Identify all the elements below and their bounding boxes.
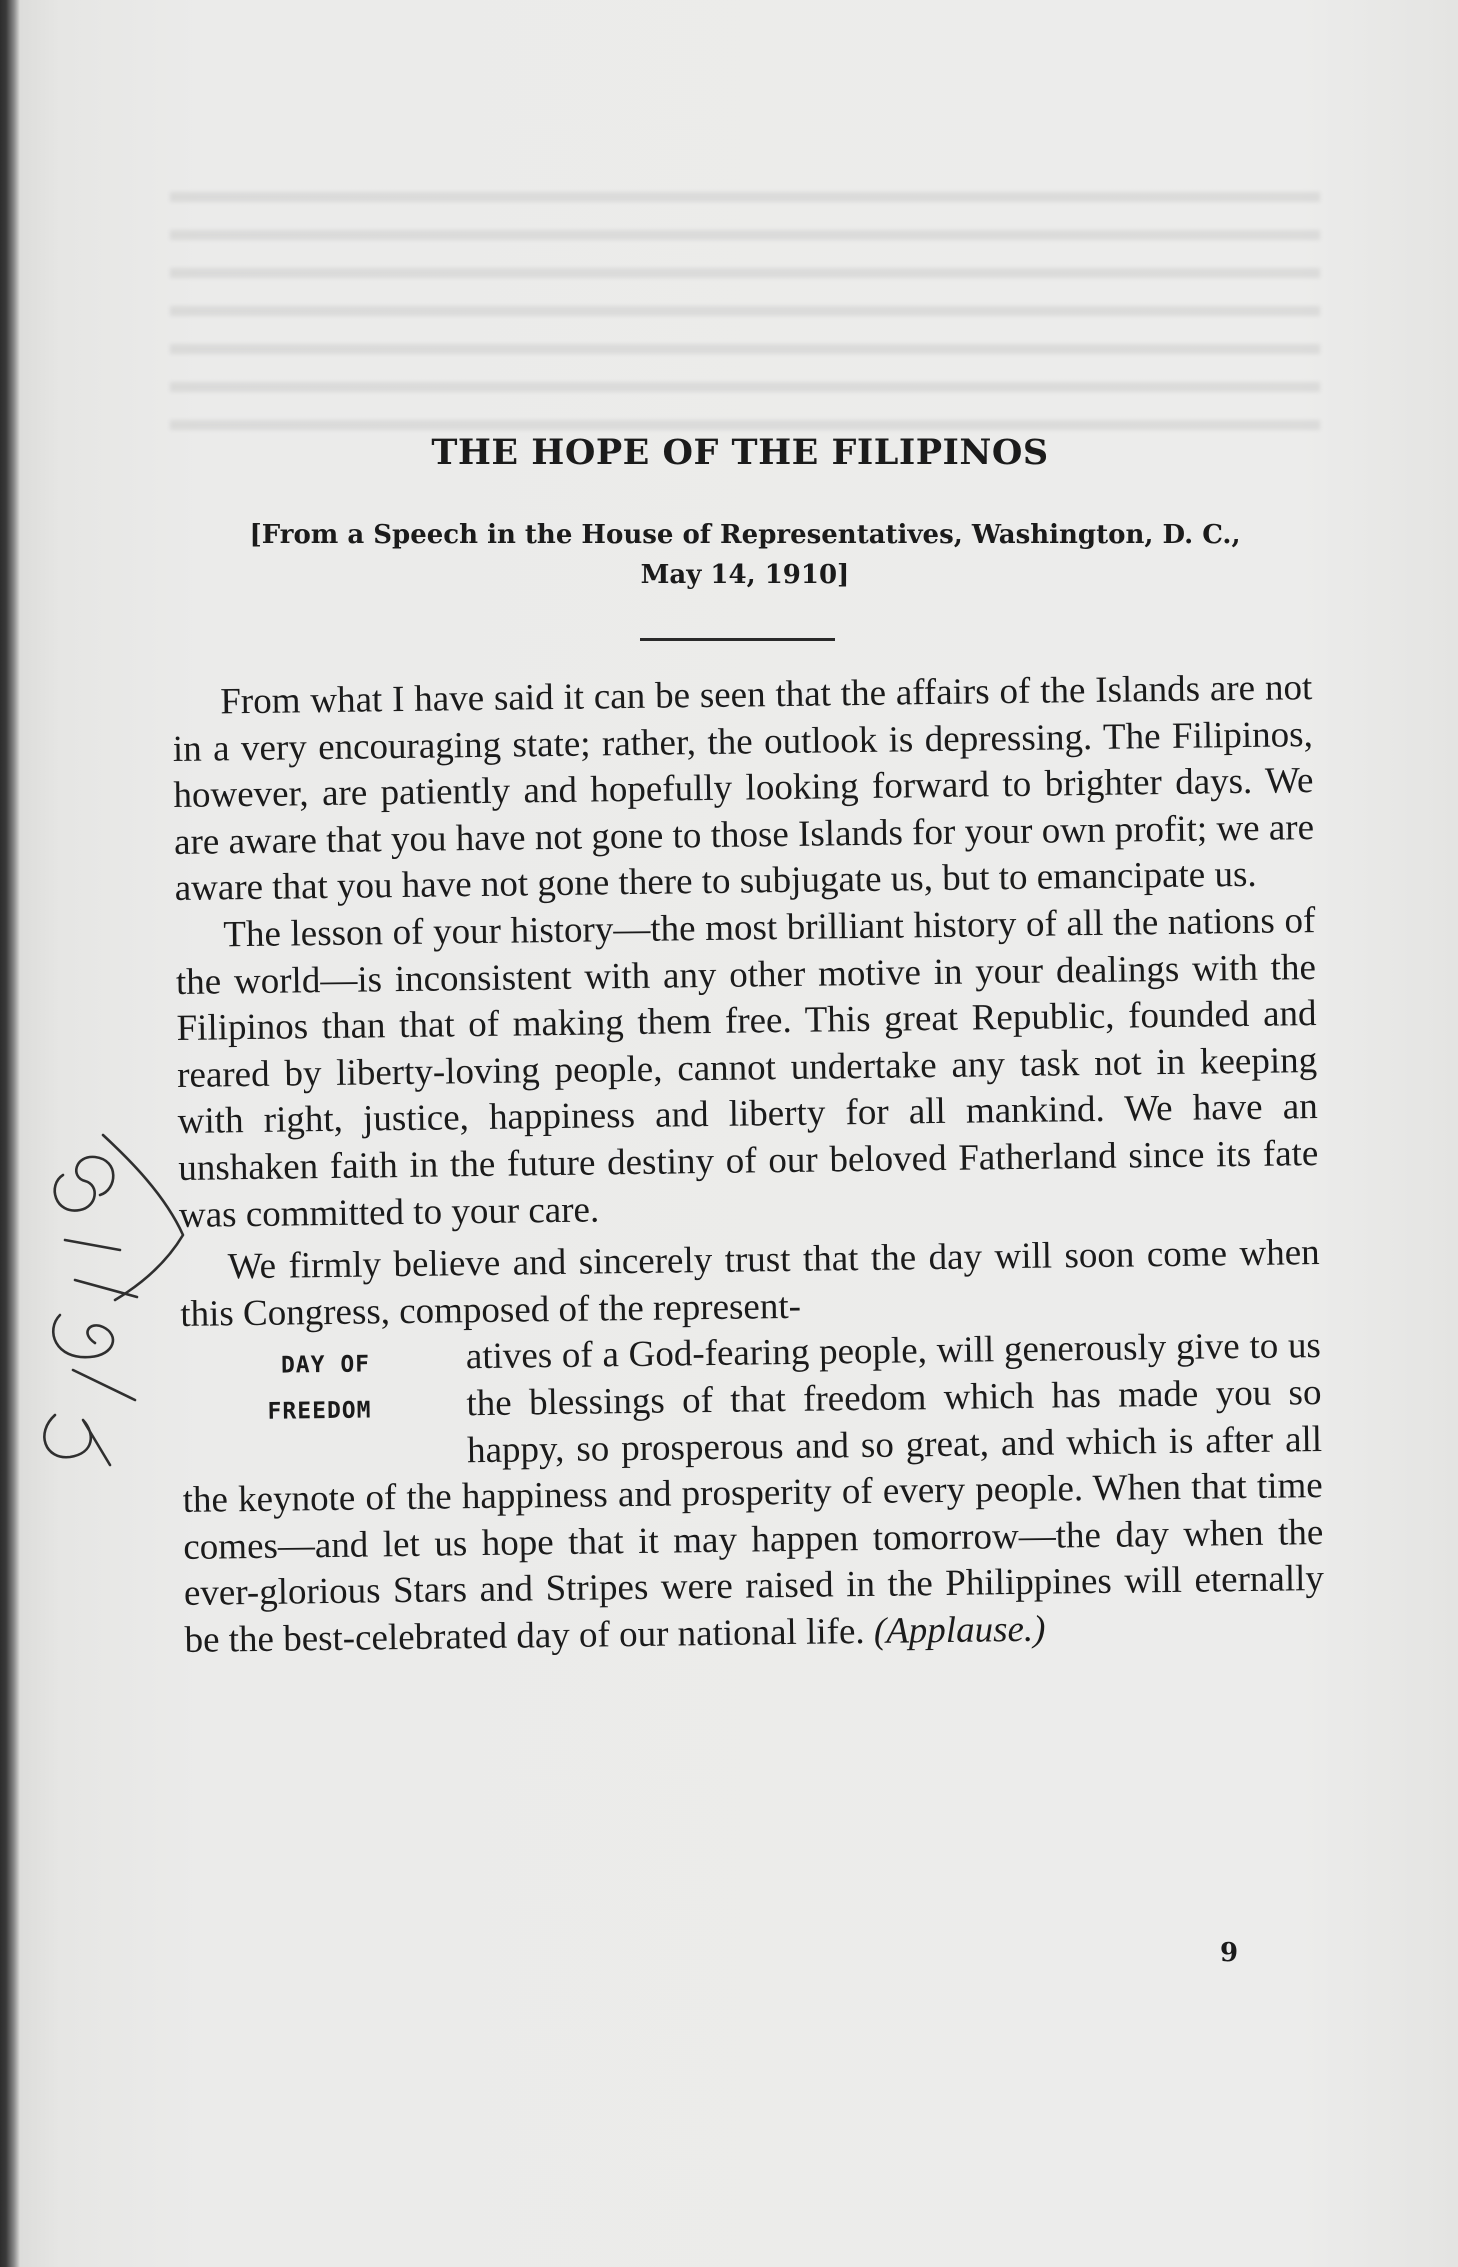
margin-note-line-2: FREEDOM xyxy=(267,1397,372,1426)
margin-note-day-of-freedom xyxy=(181,1341,467,1441)
title-divider-rule xyxy=(640,638,835,641)
source-line-2: May 14, 1910] xyxy=(640,560,850,590)
paragraph-3-continuation xyxy=(181,1323,1325,1664)
margin-note-line-1: DAY OF xyxy=(280,1351,371,1379)
paragraph-1: From what I have said it can be seen that the affairs of the Islands are not in a very encouraging state; rather, the outlook is depressing. The Filipinos, however, are patiently and hopefully looking forward to brighter days. We are aware that you have not gone to those Islands for your own profit; we are aware that you have not gone there to subjugate us, but to emancipate us. xyxy=(172,667,1315,910)
source-line-1: [From a Speech in the House of Representatives, Washington, D. C., xyxy=(249,520,1241,550)
book-binding-edge xyxy=(0,0,20,2267)
page-number: 9 xyxy=(1220,1938,1239,1968)
reverse-side-bleed-through xyxy=(170,170,1320,430)
applause-note: (Applause.) xyxy=(873,1608,1046,1652)
paragraph-3-rest: atives of a God-fearing people, will generously give to us the blessings of that freedom which has made you so happy, so prosperous and so great, and which is after all the keynote of the happiness and prosperity of every people. When that time comes—and let us hope that it may happen tomorrow—the day when the ever-glorious Stars and Stripes were raised in the Philippines will eternally be the best-celebrated day of our national life. xyxy=(182,1325,1325,1661)
paragraph-3-lead: We firmly believe and sincerely trust that the day will soon come when this Congress, composed of the represent- xyxy=(180,1232,1320,1335)
page-title: THE HOPE OF THE FILIPINOS xyxy=(431,432,1049,473)
handwritten-annotation-image xyxy=(25,1115,195,1475)
paragraph-2: The lesson of your history—the most brilliant history of all the nations of the world—is inconsistent with any other motive in your dealings with the Filipinos than that of making them free. This great Republic, founded and reared by liberty-loving people, cannot undertake any task not in keeping with right, justice, happiness and liberty for all mankind. We have an unshaken faith in the future destiny of our beloved Fatherland since its fate was committed to your care. xyxy=(175,900,1319,1236)
handwritten-pencil-mark-icon xyxy=(25,1115,195,1475)
speech-source-citation xyxy=(165,515,1325,595)
paragraph-3 xyxy=(179,1230,1324,1664)
speech-body xyxy=(172,665,1325,1664)
